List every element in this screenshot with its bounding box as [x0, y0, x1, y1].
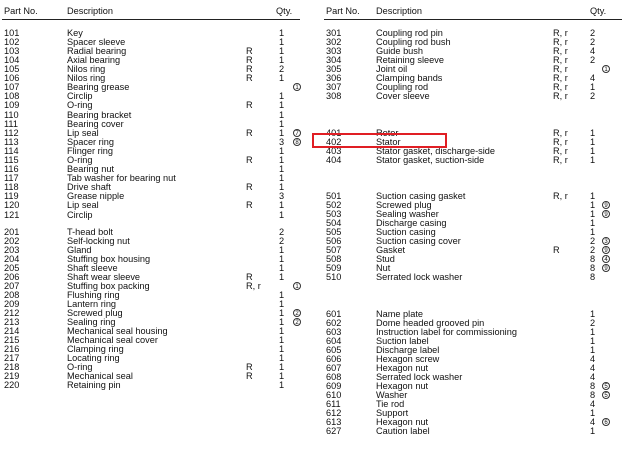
right-table-row	[0, 155, 625, 165]
part-code: R, r	[553, 191, 568, 201]
part-description: O-ring	[67, 100, 93, 110]
part-number: 604	[326, 336, 342, 346]
footnote-marker: 9	[602, 210, 610, 218]
part-number: 602	[326, 318, 342, 328]
part-description: Suction label	[376, 336, 429, 346]
part-number: 214	[4, 326, 20, 336]
part-description: Spacer sleeve	[67, 37, 126, 47]
part-number: 504	[326, 218, 342, 228]
part-number: 507	[326, 245, 342, 255]
part-code: R	[246, 200, 253, 210]
part-number: 121	[4, 210, 20, 220]
part-code: R, r	[553, 64, 568, 74]
part-number: 112	[4, 128, 19, 138]
part-quantity: 1	[279, 353, 285, 363]
part-number: 114	[4, 146, 19, 156]
part-number: 603	[326, 327, 342, 337]
part-description: Suction casing gasket	[376, 191, 466, 201]
left-header-description: Description	[67, 6, 113, 16]
part-quantity: 4	[590, 73, 596, 83]
part-number: 302	[326, 37, 342, 47]
part-code: R, r	[553, 46, 568, 56]
part-description: Coupling rod	[376, 82, 429, 92]
part-quantity: 1	[279, 299, 285, 309]
part-description: Hexagon nut	[376, 381, 429, 391]
left-header-rule	[2, 19, 300, 20]
part-number: 308	[326, 91, 342, 101]
part-code: R	[246, 100, 253, 110]
part-description: Caution label	[376, 426, 430, 436]
part-quantity: 1	[590, 227, 596, 237]
part-description: Discharge label	[376, 345, 440, 355]
part-quantity: 3	[279, 191, 285, 201]
part-quantity: 4	[590, 399, 596, 409]
part-number: 119	[4, 191, 19, 201]
part-number: 607	[326, 363, 342, 373]
part-description: Rotor	[376, 128, 399, 138]
right-table-row	[0, 272, 625, 282]
part-code: R, r	[553, 128, 568, 138]
part-number: 203	[4, 245, 20, 255]
part-code: R	[553, 245, 560, 255]
part-code: R, r	[553, 155, 568, 165]
part-number: 104	[4, 55, 20, 65]
footnote-marker: 9	[602, 264, 610, 272]
part-description: Hexagon screw	[376, 354, 440, 364]
part-quantity: 1	[279, 119, 285, 129]
part-number: 301	[326, 28, 342, 38]
part-code: R, r	[553, 137, 568, 147]
part-quantity: 1	[590, 200, 596, 210]
part-number: 208	[4, 290, 20, 300]
part-quantity: 2	[279, 227, 285, 237]
part-number: 219	[4, 371, 20, 381]
part-description: Radial bearing	[67, 46, 127, 56]
part-code: R, r	[553, 55, 568, 65]
part-quantity: 1	[279, 91, 285, 101]
part-number: 609	[326, 381, 342, 391]
part-description: Mechanical seal cover	[67, 335, 158, 345]
part-number: 108	[4, 91, 20, 101]
part-number: 105	[4, 64, 20, 74]
part-number: 103	[4, 46, 20, 56]
left-header-qty: Qty.	[276, 6, 293, 16]
part-quantity: 1	[590, 336, 596, 346]
part-description: Stator	[376, 137, 401, 147]
part-description: Nut	[376, 263, 391, 273]
part-number: 304	[326, 55, 342, 65]
part-description: Stud	[376, 254, 395, 264]
part-number: 111	[4, 119, 18, 129]
part-quantity: 2	[590, 318, 596, 328]
part-quantity: 1	[279, 290, 285, 300]
part-number: 201	[4, 227, 20, 237]
left-table-row	[0, 100, 625, 110]
footnote-marker: 8	[293, 138, 301, 146]
part-description: Retaining pin	[67, 380, 121, 390]
part-number: 404	[326, 155, 342, 165]
part-description: Retaining sleeve	[376, 55, 444, 65]
part-quantity: 1	[279, 173, 285, 183]
part-number: 106	[4, 73, 20, 83]
part-description: Sealing ring	[67, 317, 116, 327]
part-code: R, r	[246, 281, 261, 291]
part-quantity: 4	[590, 354, 596, 364]
part-description: Discharge casing	[376, 218, 447, 228]
part-quantity: 1	[279, 380, 285, 390]
part-description: Bearing bracket	[67, 110, 132, 120]
part-number: 120	[4, 200, 20, 210]
part-number: 115	[4, 155, 19, 165]
part-code: R, r	[553, 91, 568, 101]
part-number: 220	[4, 380, 20, 390]
part-description: Serrated lock washer	[376, 272, 463, 282]
part-number: 202	[4, 236, 20, 246]
part-description: Circlip	[67, 91, 93, 101]
footnote-marker: 1	[293, 83, 301, 91]
part-code: R	[246, 182, 253, 192]
part-description: Stator gasket, suction-side	[376, 155, 485, 165]
part-description: Cover sleeve	[376, 91, 430, 101]
part-quantity: 1	[279, 254, 285, 264]
part-code: R	[246, 371, 253, 381]
part-number: 206	[4, 272, 20, 282]
part-number: 110	[4, 110, 19, 120]
part-quantity: 8	[590, 390, 596, 400]
part-number: 403	[326, 146, 342, 156]
part-description: Sealing washer	[376, 209, 439, 219]
part-number: 117	[4, 173, 19, 183]
right-table-row	[0, 426, 625, 436]
footnote-marker: 5	[602, 382, 610, 390]
part-number: 608	[326, 372, 342, 382]
part-code: R	[246, 64, 253, 74]
part-number: 502	[326, 200, 342, 210]
part-number: 601	[326, 309, 342, 319]
part-code: R	[246, 155, 253, 165]
footnote-marker: 9	[602, 246, 610, 254]
part-number: 307	[326, 82, 342, 92]
part-quantity: 1	[279, 55, 285, 65]
part-number: 102	[4, 37, 20, 47]
footnote-marker: 4	[602, 255, 610, 263]
part-quantity: 4	[590, 372, 596, 382]
part-quantity: 1	[590, 327, 596, 337]
part-code: R	[246, 272, 253, 282]
part-description: Drive shaft	[67, 182, 111, 192]
part-quantity: 1	[590, 345, 596, 355]
part-quantity: 1	[279, 100, 285, 110]
part-description: Bearing cover	[67, 119, 124, 129]
part-quantity: 8	[590, 254, 596, 264]
part-quantity: 1	[279, 128, 285, 138]
part-number: 506	[326, 236, 342, 246]
part-number: 212	[4, 308, 20, 318]
footnote-marker: 1	[293, 282, 301, 290]
part-number: 501	[326, 191, 342, 201]
part-quantity: 2	[590, 245, 596, 255]
part-quantity: 2	[590, 91, 596, 101]
footnote-marker: 2	[293, 318, 301, 326]
part-description: Support	[376, 408, 409, 418]
part-description: Coupling rod pin	[376, 28, 443, 38]
part-number: 303	[326, 46, 342, 56]
part-code: R, r	[553, 82, 568, 92]
part-number: 508	[326, 254, 342, 264]
part-description: Instruction label for commissioning	[376, 327, 517, 337]
part-description: Grease nipple	[67, 191, 125, 201]
part-code: R	[246, 46, 253, 56]
part-number: 107	[4, 82, 20, 92]
part-quantity: 1	[590, 128, 596, 138]
part-quantity: 1	[590, 137, 596, 147]
part-code: R, r	[553, 146, 568, 156]
part-number: 505	[326, 227, 342, 237]
part-number: 606	[326, 354, 342, 364]
part-description: Coupling rod bush	[376, 37, 451, 47]
part-code: R, r	[553, 73, 568, 83]
part-quantity: 2	[590, 37, 596, 47]
part-description: Circlip	[67, 210, 93, 220]
part-number: 306	[326, 73, 342, 83]
right-table-row	[0, 91, 625, 101]
part-number: 610	[326, 390, 342, 400]
left-header-part-no: Part No.	[4, 6, 38, 16]
part-description: Shaft wear sleeve	[67, 272, 141, 282]
part-description: Joint oil	[376, 64, 408, 74]
part-description: Mechanical seal housing	[67, 326, 168, 336]
part-quantity: 1	[279, 263, 285, 273]
part-description: Lip seal	[67, 200, 99, 210]
part-quantity: 1	[279, 146, 285, 156]
part-code: R, r	[553, 28, 568, 38]
part-description: Bearing grease	[67, 82, 130, 92]
part-number: 109	[4, 100, 20, 110]
part-description: Clamping ring	[67, 344, 124, 354]
right-header-description: Description	[376, 6, 422, 16]
part-number: 113	[4, 137, 19, 147]
part-quantity: 1	[279, 308, 285, 318]
part-number: 401	[326, 128, 342, 138]
footnote-marker: 2	[293, 309, 301, 317]
part-quantity: 1	[279, 200, 285, 210]
part-quantity: 2	[590, 55, 596, 65]
part-quantity: 4	[590, 417, 596, 427]
part-number: 613	[326, 417, 342, 427]
footnote-marker: 6	[602, 418, 610, 426]
right-header-rule	[324, 19, 622, 20]
part-description: T-head bolt	[67, 227, 113, 237]
part-quantity: 1	[590, 426, 596, 436]
part-description: Spacer ring	[67, 137, 114, 147]
part-quantity: 8	[590, 381, 596, 391]
part-description: Lip seal	[67, 128, 99, 138]
part-description: Bearing nut	[67, 164, 114, 174]
part-number: 627	[326, 426, 342, 436]
part-quantity: 1	[279, 335, 285, 345]
part-description: Tie rod	[376, 399, 405, 409]
part-description: Stuffing box housing	[67, 254, 151, 264]
part-quantity: 2	[590, 28, 596, 38]
part-number: 503	[326, 209, 342, 219]
part-description: Screwed plug	[376, 200, 432, 210]
part-code: R, r	[553, 37, 568, 47]
part-quantity: 1	[279, 73, 285, 83]
part-description: O-ring	[67, 155, 93, 165]
part-quantity: 1	[279, 155, 285, 165]
stator-highlight-box	[312, 133, 447, 148]
part-number: 116	[4, 164, 19, 174]
part-quantity: 1	[279, 272, 285, 282]
footnote-marker: 1	[602, 65, 610, 73]
part-number: 204	[4, 254, 20, 264]
part-quantity: 1	[279, 210, 285, 220]
part-description: Flushing ring	[67, 290, 120, 300]
part-description: Gasket	[376, 245, 406, 255]
part-description: Nilos ring	[67, 64, 106, 74]
part-quantity: 4	[590, 363, 596, 373]
part-number: 305	[326, 64, 342, 74]
footnote-marker: 3	[602, 237, 610, 245]
part-number: 209	[4, 299, 20, 309]
part-number: 213	[4, 317, 20, 327]
part-description: Flinger ring	[67, 146, 113, 156]
part-quantity: 1	[590, 82, 596, 92]
part-number: 217	[4, 353, 20, 363]
part-description: Self-locking nut	[67, 236, 130, 246]
part-quantity: 1	[279, 326, 285, 336]
part-quantity: 3	[279, 137, 285, 147]
part-quantity: 4	[590, 46, 596, 56]
part-quantity: 1	[590, 146, 596, 156]
part-description: Name plate	[376, 309, 423, 319]
part-description: Serrated lock washer	[376, 372, 463, 382]
part-quantity: 1	[590, 209, 596, 219]
right-header-qty: Qty.	[590, 6, 607, 16]
part-quantity: 1	[590, 218, 596, 228]
part-quantity: 1	[279, 344, 285, 354]
part-number: 611	[326, 399, 341, 409]
part-number: 205	[4, 263, 20, 273]
part-description: Guide bush	[376, 46, 423, 56]
part-number: 402	[326, 137, 342, 147]
part-description: Washer	[376, 390, 408, 400]
part-quantity: 1	[279, 46, 285, 56]
part-description: O-ring	[67, 362, 93, 372]
part-description: Tab washer for bearing nut	[67, 173, 176, 183]
part-quantity: 1	[590, 191, 596, 201]
part-quantity: 1	[279, 317, 285, 327]
part-description: Suction casing	[376, 227, 436, 237]
part-quantity: 8	[590, 272, 596, 282]
part-number: 510	[326, 272, 342, 282]
part-quantity: 1	[279, 371, 285, 381]
part-number: 218	[4, 362, 20, 372]
part-quantity: 1	[279, 110, 285, 120]
part-description: Mechanical seal	[67, 371, 133, 381]
part-quantity: 1	[279, 245, 285, 255]
part-code: R	[246, 55, 253, 65]
part-quantity: 1	[279, 28, 285, 38]
part-code: R	[246, 73, 253, 83]
part-description: Shaft sleeve	[67, 263, 118, 273]
footnote-marker: 9	[602, 201, 610, 209]
part-number: 216	[4, 344, 20, 354]
part-number: 207	[4, 281, 20, 291]
part-description: Stuffing box packing	[67, 281, 150, 291]
part-description: Dome headed grooved pin	[376, 318, 485, 328]
part-description: Clamping bands	[376, 73, 443, 83]
footnote-marker: 7	[293, 129, 301, 137]
part-description: Hexagon nut	[376, 417, 429, 427]
part-description: Key	[67, 28, 83, 38]
part-code: R	[246, 128, 253, 138]
part-quantity: 1	[590, 408, 596, 418]
part-number: 605	[326, 345, 342, 355]
part-number: 101	[4, 28, 20, 38]
right-header-part-no: Part No.	[326, 6, 360, 16]
part-description: Suction casing cover	[376, 236, 461, 246]
footnote-marker: 5	[602, 391, 610, 399]
part-quantity: 2	[279, 236, 285, 246]
part-description: Axial bearing	[67, 55, 121, 65]
part-quantity: 8	[590, 263, 596, 273]
part-description: Screwed plug	[67, 308, 123, 318]
part-description: Hexagon nut	[376, 363, 429, 373]
part-description: Nilos ring	[67, 73, 106, 83]
part-quantity: 1	[279, 182, 285, 192]
part-description: Locating ring	[67, 353, 120, 363]
part-quantity: 1	[279, 37, 285, 47]
part-number: 118	[4, 182, 19, 192]
part-quantity: 1	[279, 164, 285, 174]
part-quantity: 2	[590, 236, 596, 246]
part-quantity: 1	[590, 309, 596, 319]
part-quantity: 1	[279, 362, 285, 372]
part-description: Lantern ring	[67, 299, 117, 309]
part-code: R	[246, 362, 253, 372]
part-number: 612	[326, 408, 342, 418]
part-number: 509	[326, 263, 342, 273]
part-quantity: 1	[590, 155, 596, 165]
part-quantity: 2	[279, 64, 285, 74]
part-description: Stator gasket, discharge-side	[376, 146, 495, 156]
part-description: Gland	[67, 245, 92, 255]
part-number: 215	[4, 335, 20, 345]
